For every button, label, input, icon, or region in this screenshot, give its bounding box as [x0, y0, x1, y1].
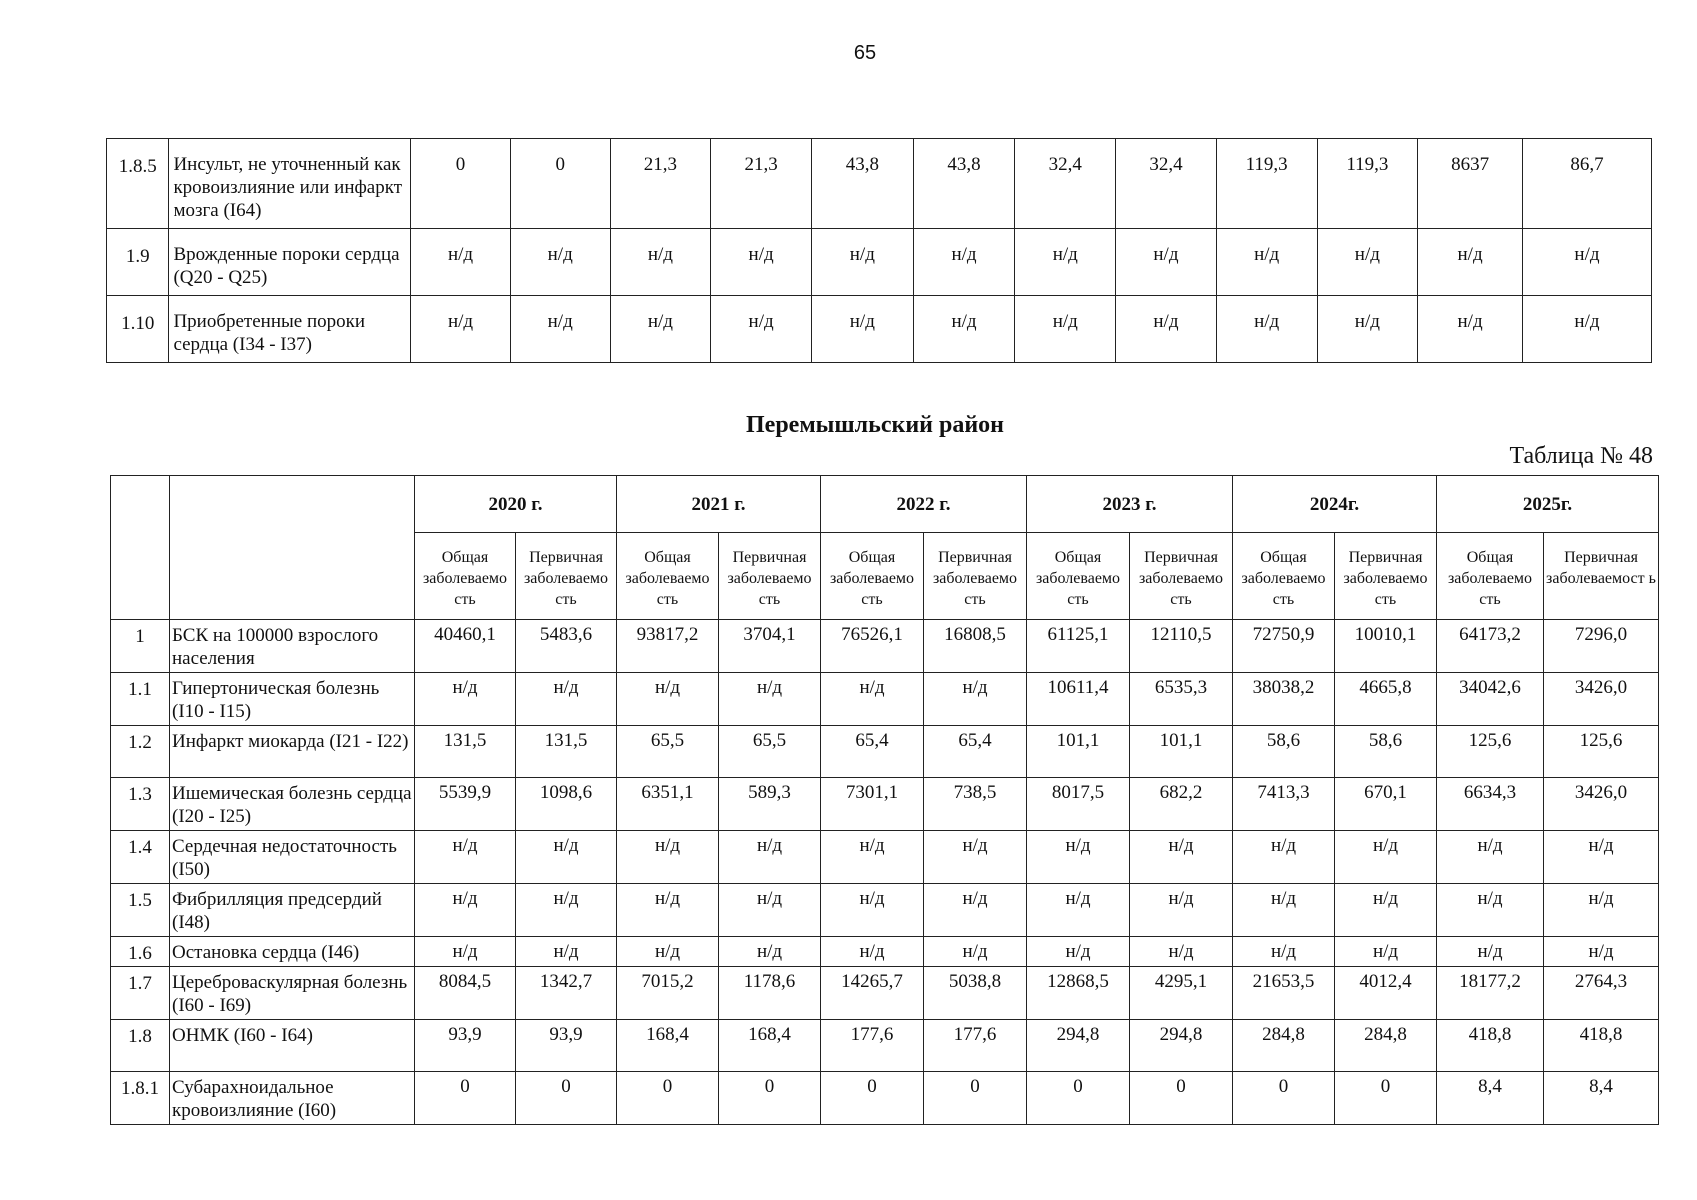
value-cell: 418,8 [1437, 1020, 1544, 1072]
value-cell: н/д [415, 884, 516, 937]
name-header-cell [170, 476, 415, 620]
row-number: 1.4 [111, 831, 170, 884]
value-cell: 34042,6 [1437, 673, 1544, 726]
value-cell: 65,5 [617, 726, 719, 778]
row-number: 1.8 [111, 1020, 170, 1072]
year-header: 2023 г. [1027, 476, 1233, 533]
value-cell: 0 [1335, 1072, 1437, 1125]
table-row [111, 1072, 1659, 1125]
row-name: Субарахноидальное кровоизлияние (I60) [170, 1072, 415, 1125]
value-cell: н/д [1317, 296, 1418, 363]
value-cell: 101,1 [1027, 726, 1130, 778]
value-cell: 32,4 [1015, 139, 1116, 229]
corner-cell [111, 476, 170, 620]
year-header: 2024г. [1233, 476, 1437, 533]
value-cell: н/д [913, 229, 1015, 296]
table-row [111, 726, 1659, 778]
value-cell: н/д [516, 673, 617, 726]
year-header: 2020 г. [415, 476, 617, 533]
value-cell: 10010,1 [1335, 620, 1437, 673]
value-cell: 7301,1 [821, 778, 924, 831]
value-cell: 2764,3 [1544, 967, 1659, 1020]
value-cell: 670,1 [1335, 778, 1437, 831]
row-number: 1.1 [111, 673, 170, 726]
value-cell: 72750,9 [1233, 620, 1335, 673]
column-subheader: Общая заболеваемо сть [821, 533, 924, 620]
value-cell: 10611,4 [1027, 673, 1130, 726]
value-cell: 12868,5 [1027, 967, 1130, 1020]
value-cell: 125,6 [1544, 726, 1659, 778]
row-name: Остановка сердца (I46) [170, 937, 415, 967]
value-cell: 18177,2 [1437, 967, 1544, 1020]
row-name: Сердечная недостаточность (I50) [170, 831, 415, 884]
value-cell: н/д [516, 831, 617, 884]
row-number: 1.8.5 [107, 139, 169, 229]
value-cell: 0 [415, 1072, 516, 1125]
table-row [111, 884, 1659, 937]
value-cell: н/д [411, 229, 511, 296]
column-subheader: Первичная заболеваемо сть [924, 533, 1027, 620]
value-cell: 4295,1 [1130, 967, 1233, 1020]
column-subheader: Первичная заболеваемо сть [719, 533, 821, 620]
table-row [107, 139, 1652, 229]
value-cell: н/д [1015, 296, 1116, 363]
value-cell: 177,6 [924, 1020, 1027, 1072]
value-cell: 7413,3 [1233, 778, 1335, 831]
value-cell: н/д [1437, 884, 1544, 937]
continued-table [106, 138, 1652, 363]
value-cell: 8,4 [1544, 1072, 1659, 1125]
value-cell: н/д [1544, 937, 1659, 967]
value-cell: 6535,3 [1130, 673, 1233, 726]
value-cell: н/д [924, 884, 1027, 937]
value-cell: 93,9 [516, 1020, 617, 1072]
value-cell: 5483,6 [516, 620, 617, 673]
value-cell: н/д [415, 673, 516, 726]
row-name: Гипертоническая болезнь (I10 - I15) [170, 673, 415, 726]
value-cell: 168,4 [617, 1020, 719, 1072]
value-cell: н/д [711, 296, 812, 363]
value-cell: н/д [1544, 884, 1659, 937]
value-cell: 6351,1 [617, 778, 719, 831]
value-cell: 7015,2 [617, 967, 719, 1020]
table-row [111, 937, 1659, 967]
value-cell: н/д [1027, 831, 1130, 884]
value-cell: 101,1 [1130, 726, 1233, 778]
value-cell: 0 [510, 139, 610, 229]
value-cell: н/д [719, 831, 821, 884]
value-cell: 16808,5 [924, 620, 1027, 673]
value-cell: н/д [711, 229, 812, 296]
year-header: 2025г. [1437, 476, 1659, 533]
value-cell: н/д [821, 937, 924, 967]
row-name: ОНМК (I60 - I64) [170, 1020, 415, 1072]
value-cell: н/д [821, 831, 924, 884]
column-subheader: Общая заболеваемо сть [1233, 533, 1335, 620]
value-cell: 38038,2 [1233, 673, 1335, 726]
value-cell: 0 [719, 1072, 821, 1125]
value-cell: 8637 [1418, 139, 1523, 229]
value-cell: 0 [1027, 1072, 1130, 1125]
value-cell: н/д [913, 296, 1015, 363]
value-cell: н/д [617, 673, 719, 726]
row-name: Инсульт, не уточненный как кровоизлияние или инфаркт мозга (I64) [169, 139, 411, 229]
value-cell: 0 [411, 139, 511, 229]
value-cell: 294,8 [1027, 1020, 1130, 1072]
value-cell: 14265,7 [821, 967, 924, 1020]
value-cell: 284,8 [1335, 1020, 1437, 1072]
value-cell: 86,7 [1522, 139, 1651, 229]
value-cell: 131,5 [516, 726, 617, 778]
value-cell: 589,3 [719, 778, 821, 831]
column-subheader: Общая заболеваемо сть [1027, 533, 1130, 620]
value-cell: н/д [924, 937, 1027, 967]
row-number: 1.6 [111, 937, 170, 967]
value-cell: н/д [411, 296, 511, 363]
value-cell: 0 [924, 1072, 1027, 1125]
value-cell: 65,4 [924, 726, 1027, 778]
value-cell: н/д [1027, 937, 1130, 967]
value-cell: н/д [1130, 937, 1233, 967]
value-cell: н/д [510, 296, 610, 363]
value-cell: 5539,9 [415, 778, 516, 831]
value-cell: 5038,8 [924, 967, 1027, 1020]
row-number: 1.9 [107, 229, 169, 296]
year-header-row [111, 476, 1659, 533]
value-cell: н/д [617, 831, 719, 884]
value-cell: 1342,7 [516, 967, 617, 1020]
value-cell: н/д [811, 229, 913, 296]
value-cell: н/д [719, 884, 821, 937]
value-cell: 93,9 [415, 1020, 516, 1072]
value-cell: 8084,5 [415, 967, 516, 1020]
value-cell: 682,2 [1130, 778, 1233, 831]
value-cell: 4012,4 [1335, 967, 1437, 1020]
value-cell: 284,8 [1233, 1020, 1335, 1072]
value-cell: н/д [1522, 229, 1651, 296]
value-cell: 21653,5 [1233, 967, 1335, 1020]
value-cell: н/д [1335, 937, 1437, 967]
row-name: Фибрилляция предсердий (I48) [170, 884, 415, 937]
row-number: 1 [111, 620, 170, 673]
value-cell: 3426,0 [1544, 673, 1659, 726]
value-cell: н/д [1130, 831, 1233, 884]
row-name: Инфаркт миокарда (I21 - I22) [170, 726, 415, 778]
value-cell: 43,8 [913, 139, 1015, 229]
page-number: 65 [853, 42, 877, 64]
table-row [111, 967, 1659, 1020]
value-cell: 125,6 [1437, 726, 1544, 778]
morbidity-table [110, 475, 1659, 1125]
value-cell: н/д [1116, 229, 1217, 296]
value-cell: н/д [415, 831, 516, 884]
table-row [107, 296, 1652, 363]
value-cell: н/д [1418, 296, 1523, 363]
value-cell: 93817,2 [617, 620, 719, 673]
value-cell: 21,3 [711, 139, 812, 229]
value-cell: 64173,2 [1437, 620, 1544, 673]
value-cell: н/д [1216, 296, 1317, 363]
value-cell: 131,5 [415, 726, 516, 778]
value-cell: 177,6 [821, 1020, 924, 1072]
table-caption: Таблица № 48 [1509, 443, 1653, 469]
table-row [107, 229, 1652, 296]
value-cell: н/д [1418, 229, 1523, 296]
column-subheader: Первичная заболеваемо сть [1130, 533, 1233, 620]
value-cell: н/д [510, 229, 610, 296]
value-cell: н/д [1116, 296, 1217, 363]
value-cell: 3426,0 [1544, 778, 1659, 831]
value-cell: 76526,1 [821, 620, 924, 673]
value-cell: 43,8 [811, 139, 913, 229]
column-subheader: Общая заболеваемо сть [415, 533, 516, 620]
table-row [111, 831, 1659, 884]
value-cell: н/д [1544, 831, 1659, 884]
value-cell: н/д [821, 673, 924, 726]
value-cell: 65,5 [719, 726, 821, 778]
value-cell: н/д [1522, 296, 1651, 363]
table-row [111, 673, 1659, 726]
value-cell: 168,4 [719, 1020, 821, 1072]
value-cell: 7296,0 [1544, 620, 1659, 673]
value-cell: 119,3 [1216, 139, 1317, 229]
row-number: 1.3 [111, 778, 170, 831]
column-subheader: Общая заболеваемо сть [1437, 533, 1544, 620]
row-name: Приобретенные пороки сердца (I34 - I37) [169, 296, 411, 363]
value-cell: н/д [1233, 884, 1335, 937]
value-cell: 3704,1 [719, 620, 821, 673]
row-name: Цереброваскулярная болезнь (I60 - I69) [170, 967, 415, 1020]
value-cell: н/д [617, 937, 719, 967]
year-header: 2022 г. [821, 476, 1027, 533]
value-cell: 65,4 [821, 726, 924, 778]
value-cell: 8,4 [1437, 1072, 1544, 1125]
row-number: 1.8.1 [111, 1072, 170, 1125]
row-number: 1.5 [111, 884, 170, 937]
value-cell: 418,8 [1544, 1020, 1659, 1072]
table-row [111, 1020, 1659, 1072]
value-cell: н/д [1027, 884, 1130, 937]
value-cell: 4665,8 [1335, 673, 1437, 726]
value-cell: 58,6 [1335, 726, 1437, 778]
value-cell: н/д [924, 831, 1027, 884]
value-cell: 119,3 [1317, 139, 1418, 229]
value-cell: н/д [821, 884, 924, 937]
year-header: 2021 г. [617, 476, 821, 533]
value-cell: 21,3 [610, 139, 711, 229]
value-cell: 58,6 [1233, 726, 1335, 778]
table-row [111, 620, 1659, 673]
row-number: 1.2 [111, 726, 170, 778]
value-cell: н/д [719, 673, 821, 726]
value-cell: н/д [516, 884, 617, 937]
row-name: БСК на 100000 взрослого населения [170, 620, 415, 673]
value-cell: 32,4 [1116, 139, 1217, 229]
value-cell: 40460,1 [415, 620, 516, 673]
value-cell: н/д [1233, 831, 1335, 884]
value-cell: 0 [821, 1072, 924, 1125]
value-cell: н/д [415, 937, 516, 967]
column-subheader: Общая заболеваемо сть [617, 533, 719, 620]
section-title: Перемышльский район [746, 412, 1004, 438]
row-number: 1.10 [107, 296, 169, 363]
value-cell: н/д [924, 673, 1027, 726]
row-name: Врожденные пороки сердца (Q20 - Q25) [169, 229, 411, 296]
column-subheader: Первичная заболеваемо сть [516, 533, 617, 620]
value-cell: н/д [719, 937, 821, 967]
value-cell: 8017,5 [1027, 778, 1130, 831]
value-cell: 61125,1 [1027, 620, 1130, 673]
value-cell: 0 [1130, 1072, 1233, 1125]
value-cell: н/д [516, 937, 617, 967]
value-cell: н/д [1015, 229, 1116, 296]
column-subheader: Первичная заболеваемо сть [1335, 533, 1437, 620]
value-cell: 1098,6 [516, 778, 617, 831]
value-cell: 12110,5 [1130, 620, 1233, 673]
value-cell: 1178,6 [719, 967, 821, 1020]
value-cell: 738,5 [924, 778, 1027, 831]
table-row [111, 778, 1659, 831]
value-cell: н/д [610, 296, 711, 363]
value-cell: 0 [1233, 1072, 1335, 1125]
value-cell: 6634,3 [1437, 778, 1544, 831]
value-cell: 0 [516, 1072, 617, 1125]
value-cell: н/д [1335, 884, 1437, 937]
value-cell: н/д [610, 229, 711, 296]
value-cell: н/д [811, 296, 913, 363]
row-number: 1.7 [111, 967, 170, 1020]
value-cell: н/д [1317, 229, 1418, 296]
value-cell: н/д [1130, 884, 1233, 937]
value-cell: н/д [1233, 937, 1335, 967]
value-cell: н/д [1216, 229, 1317, 296]
value-cell: н/д [1437, 831, 1544, 884]
column-subheader: Первичная заболеваемост ь [1544, 533, 1659, 620]
row-name: Ишемическая болезнь сердца (I20 - I25) [170, 778, 415, 831]
value-cell: н/д [617, 884, 719, 937]
value-cell: 0 [617, 1072, 719, 1125]
value-cell: н/д [1335, 831, 1437, 884]
value-cell: 294,8 [1130, 1020, 1233, 1072]
value-cell: н/д [1437, 937, 1544, 967]
